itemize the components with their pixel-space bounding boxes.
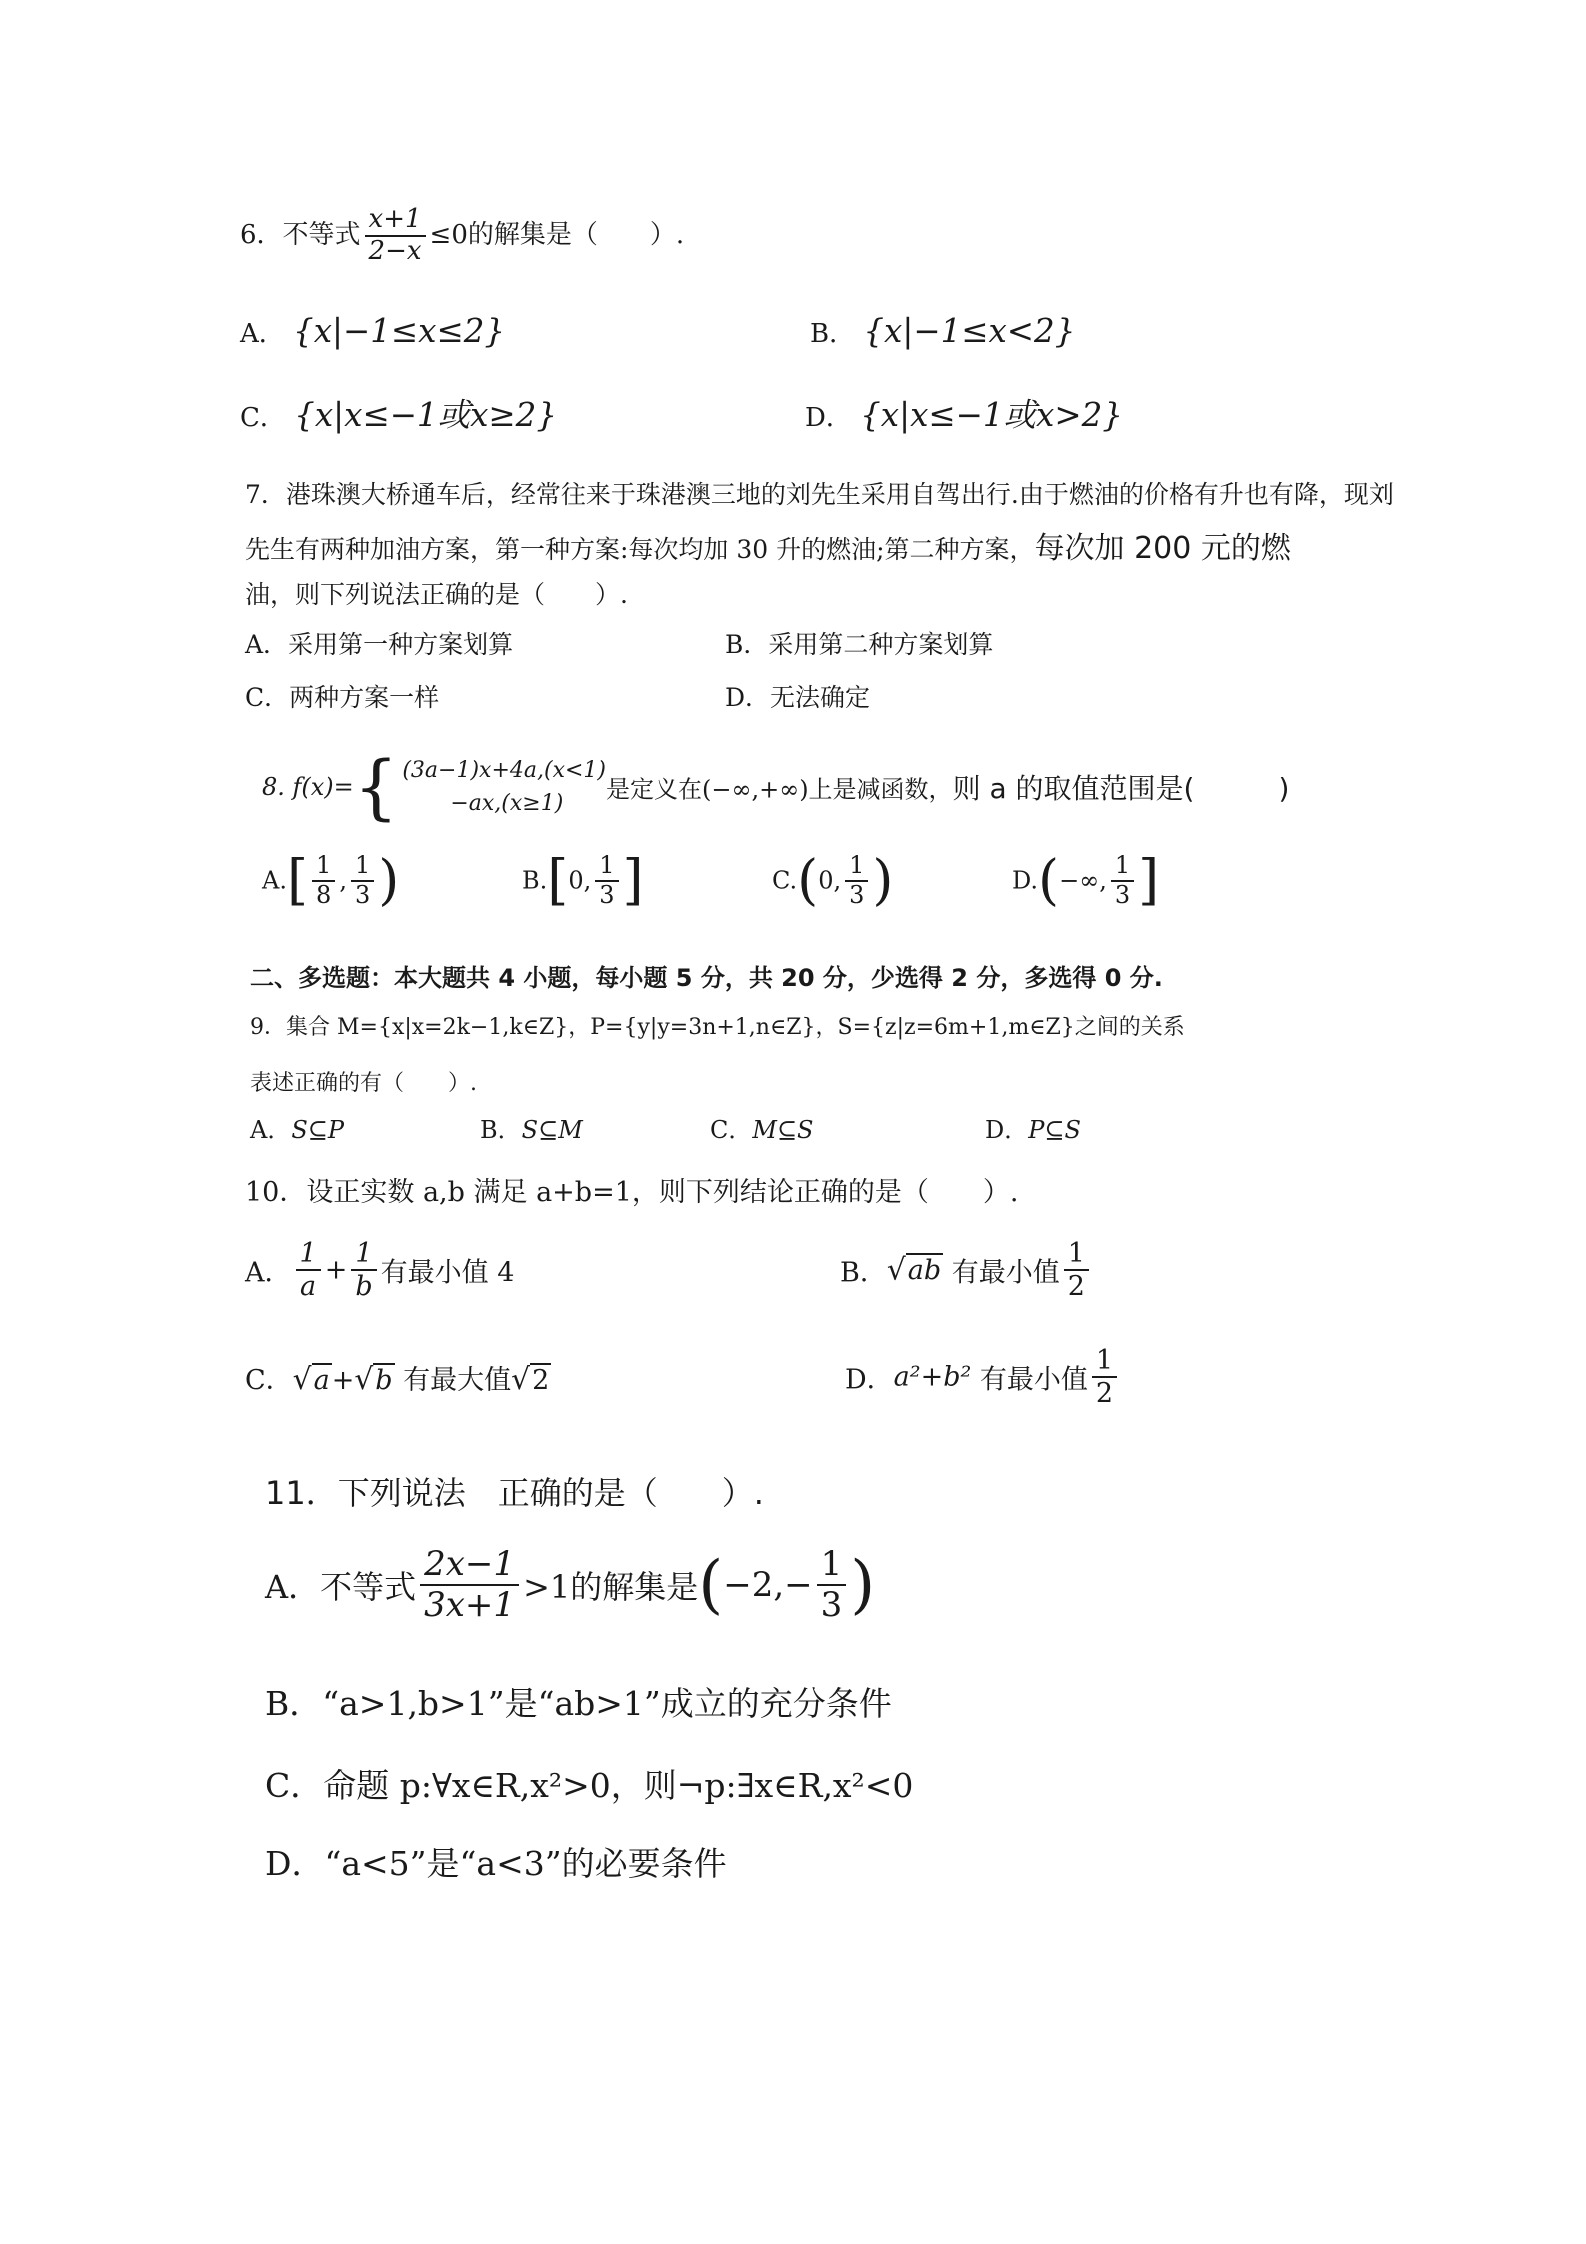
q6-number: 6．不等式 <box>240 219 361 250</box>
q9-line1: 9．集合 M={x|x=2k−1,k∈Z}，P={y|y=3n+1,n∈Z}，S={z|z=6m+1,m∈Z}之间的关系 <box>250 1015 1185 1040</box>
q9-option-c: C．M⊆S <box>710 1116 814 1144</box>
q9-line2: 表述正确的有（ ）. <box>250 1071 477 1096</box>
q8-option-a: A.[ $\frac{1}{8}$ , $\frac{1}{3}$ ) <box>262 848 400 912</box>
q11-option-b: B．“a>1,b>1”是“ab>1”成立的充分条件 <box>265 1684 892 1723</box>
q6-option-a: A． {x|−1≤x≤2} <box>240 312 506 350</box>
q7-option-d: D．无法确定 <box>725 683 871 712</box>
q10-option-a: A． $\frac{1}{a}$ + $\frac{1}{b}$ 有最小值 4 <box>245 1238 515 1303</box>
q7-option-b: B．采用第二种方案划算 <box>725 630 994 659</box>
q6-fraction: $\frac{x+1}{2-x}$ <box>365 205 426 267</box>
section-heading-multiple-choice: 二、多选题：本大题共 4 小题，每小题 5 分，共 20 分，少选得 2 分，多选得 0 分. <box>250 964 1163 992</box>
q7-option-c: C．两种方案一样 <box>245 683 440 712</box>
q10-option-b: B．√ab 有最小值 $\frac{1}{2}$ <box>840 1238 1093 1302</box>
q11-stem: 11．下列说法 正确的是（ ）. <box>265 1474 764 1512</box>
q8-piecewise: { (3a−1)x+4a,(x<1) −ax,(x≥1) <box>353 746 606 828</box>
q7-line2: 先生有两种加油方案，第一种方案:每次均加 30 升的燃油;第二种方案，每次加 200 元的燃 <box>245 531 1291 566</box>
q7-line1: 7．港珠澳大桥通车后，经常往来于珠港澳三地的刘先生采用自驾出行.由于燃油的价格有升也有降，现刘 <box>245 480 1394 509</box>
q9-option-b: B．S⊆M <box>480 1116 583 1144</box>
q6-option-c: C． {x|x≤−1或x≥2} <box>240 396 558 434</box>
q6-tail: ≤0的解集是（ ）. <box>429 219 685 250</box>
q11-option-c: C．命题 p:∀x∈R,x²>0，则¬p:∃x∈R,x²<0 <box>265 1766 914 1805</box>
q7-line3: 油，则下列说法正确的是（ ）. <box>245 580 628 609</box>
q6-option-b: B． {x|−1≤x<2} <box>810 312 1076 350</box>
q8-stem: 8. f(x)= { (3a−1)x+4a,(x<1) −ax,(x≥1) 是定义在(−∞,+∞)上是减函数，则 a 的取值范围是( ) <box>262 746 1290 828</box>
q10-stem: 10．设正实数 a,b 满足 a+b=1，则下列结论正确的是（ ）. <box>245 1177 1019 1208</box>
q8-option-c: C.(0, $\frac{1}{3}$ ) <box>772 848 894 912</box>
q9-option-a: A．S⊆P <box>250 1116 345 1144</box>
q8-option-d: D.(−∞, $\frac{1}{3}$ ] <box>1012 848 1160 912</box>
q6-stem <box>240 205 684 267</box>
q11-option-d: D．“a<5”是“a<3”的必要条件 <box>265 1844 727 1883</box>
q8-option-b: B.[0, $\frac{1}{3}$ ] <box>522 848 644 912</box>
q10-option-c: C．√a+√b 有最大值√2 <box>245 1362 550 1397</box>
q6-option-d: D． {x|x≤−1或x>2} <box>805 396 1123 434</box>
q11-option-a: A．不等式 $\frac{2x-1}{3x+1}$ >1的解集是(−2,− $\frac{1}{3}$ ) <box>265 1544 876 1626</box>
q7-option-a: A．采用第一种方案划算 <box>245 630 514 659</box>
q10-option-d: D．a²+b² 有最小值 $\frac{1}{2}$ <box>845 1345 1121 1409</box>
q9-option-d: D．P⊆S <box>985 1116 1081 1144</box>
